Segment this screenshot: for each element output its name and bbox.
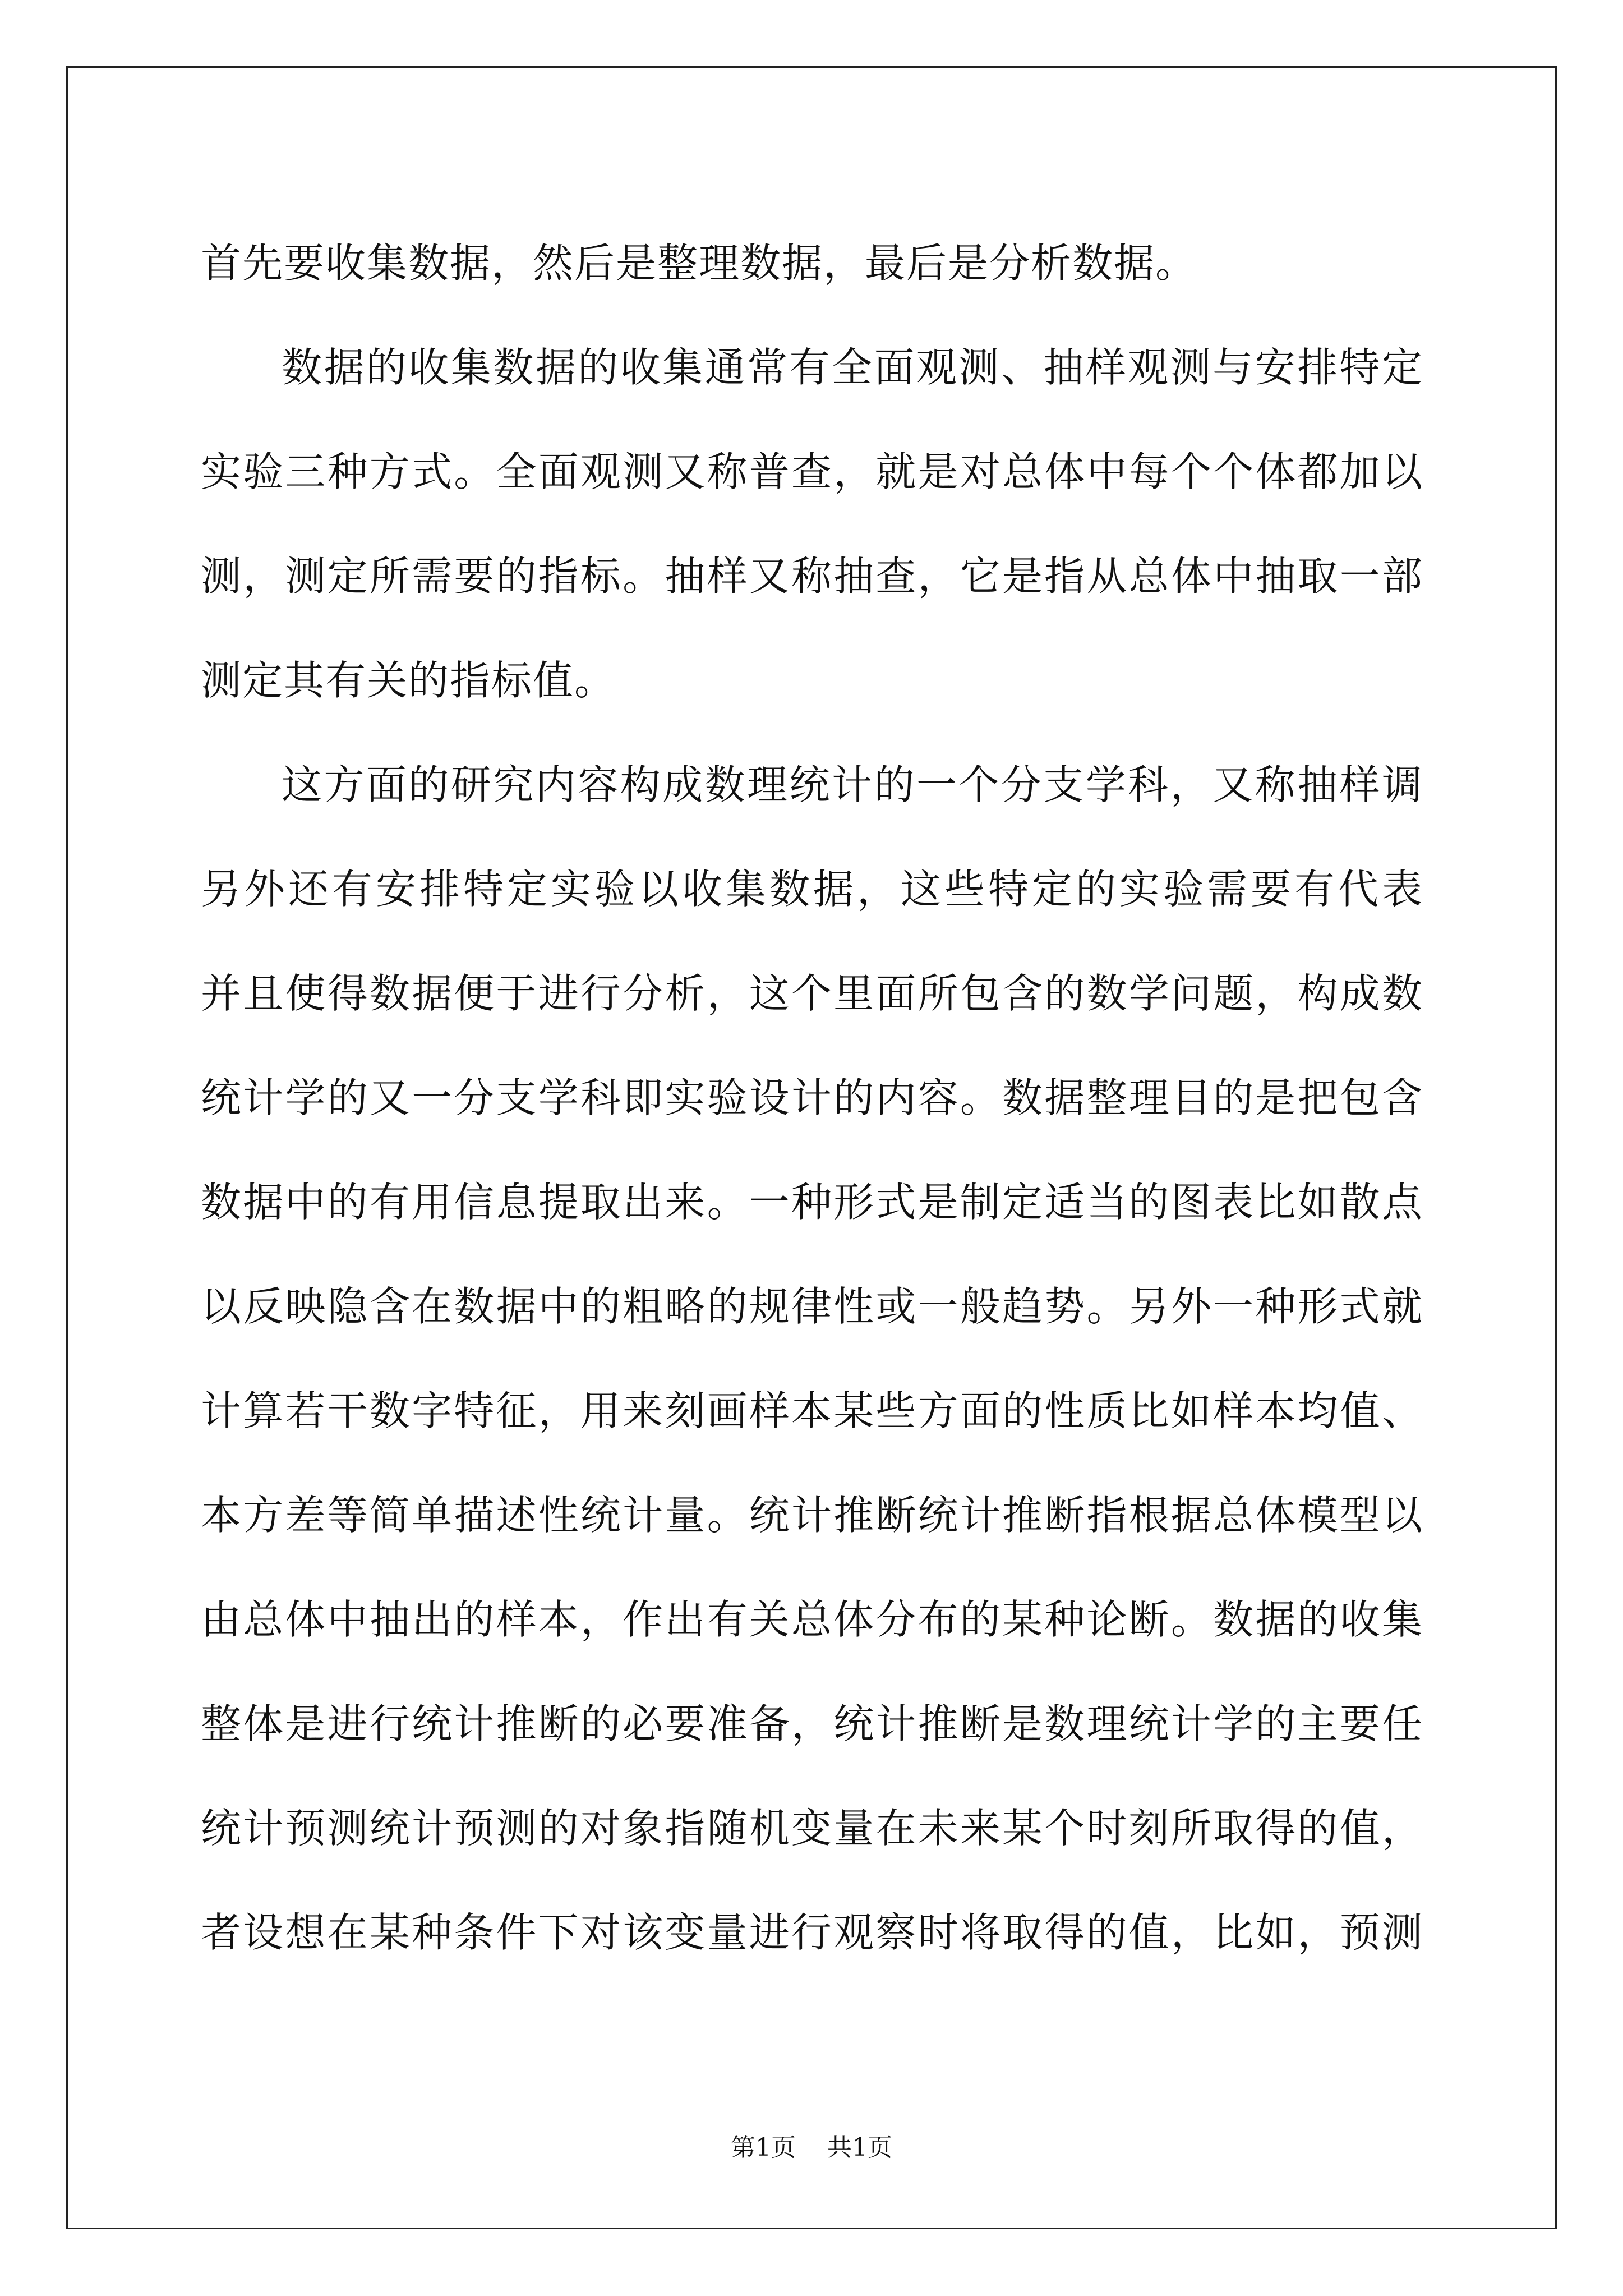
text-line: 计算若干数字特征，用来刻画样本某些方面的性质比如样本均值、 xyxy=(201,1387,1423,1434)
text-line: 测定其有关的指标值。 xyxy=(201,657,616,704)
text-line: 这方面的研究内容构成数理统计的一个分支学科，又称抽样调 xyxy=(282,761,1423,808)
footer-spacer xyxy=(796,2133,827,2162)
page-total: 共1页 xyxy=(827,2133,892,2162)
text-line: 另外还有安排特定实验以收集数据，这些特定的实验需要有代表 xyxy=(201,866,1423,913)
text-line: 首先要收集数据，然后是整理数据，最后是分析数据。 xyxy=(201,240,1197,287)
page-number: 第1页 xyxy=(731,2133,796,2162)
text-line: 测，测定所需要的指标。抽样又称抽查，它是指从总体中抽取一部 xyxy=(201,553,1423,600)
document-body xyxy=(201,211,1423,1985)
text-line: 以反映隐含在数据中的粗略的规律性或一般趋势。另外一种形式就 xyxy=(201,1283,1423,1330)
text-line: 实验三种方式。全面观测又称普查，就是对总体中每个个体都加以 xyxy=(201,448,1423,495)
text-line: 统计学的又一分支学科即实验设计的内容。数据整理目的是把包含 xyxy=(201,1074,1423,1121)
text-line: 由总体中抽出的样本，作出有关总体分布的某种论断。数据的收集 xyxy=(201,1596,1423,1643)
text-line: 整体是进行统计推断的必要准备，统计推断是数理统计学的主要任 xyxy=(201,1700,1423,1747)
text-line: 本方差等简单描述性统计量。统计推断统计推断指根据总体模型以 xyxy=(201,1492,1423,1539)
text-line: 并且使得数据便于进行分析，这个里面所包含的数学问题，构成数 xyxy=(201,970,1423,1017)
text-line: 数据的收集数据的收集通常有全面观测、抽样观测与安排特定 xyxy=(282,344,1423,391)
text-line: 者设想在某种条件下对该变量进行观察时将取得的值，比如，预测 xyxy=(201,1909,1423,1956)
page-footer xyxy=(0,2127,1623,2163)
text-line: 统计预测统计预测的对象指随机变量在未来某个时刻所取得的值， xyxy=(201,1805,1423,1852)
text-line: 数据中的有用信息提取出来。一种形式是制定适当的图表比如散点 xyxy=(201,1179,1423,1226)
